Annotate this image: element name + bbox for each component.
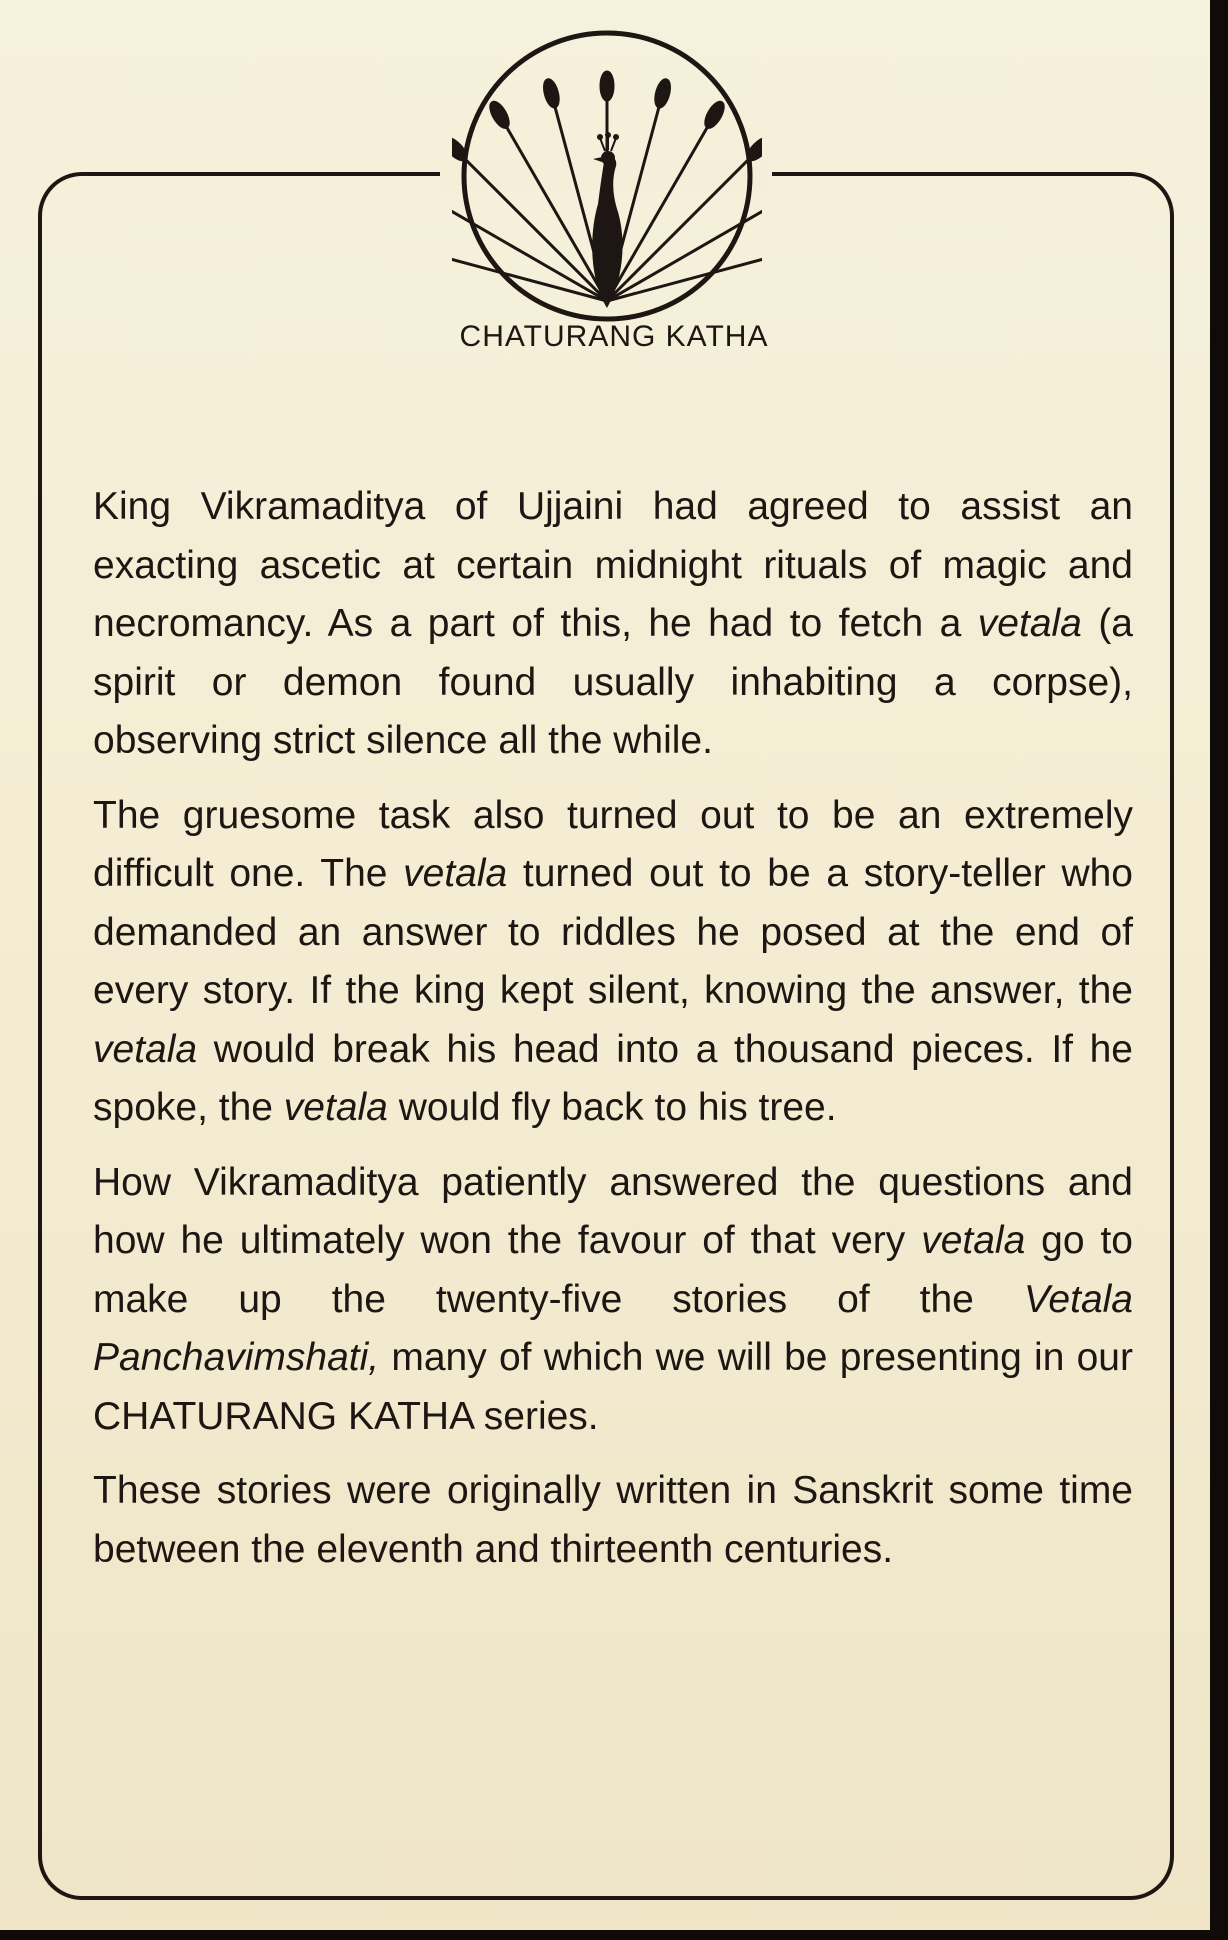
text-segment: go to make up the twenty-five stories of the — [93, 1219, 1144, 1321]
italic-term: vetala — [403, 852, 508, 895]
text-segment: would break his head into a thousand pieces. If he spoke, the — [93, 1027, 1144, 1129]
italic-term: vetala — [921, 1219, 1026, 1262]
text-segment: These stories were originally written in Sanskrit some time between the eleventh and thirteenth centuries. — [93, 1469, 1144, 1571]
italic-term: vetala — [93, 1027, 198, 1071]
plume-eye — [601, 72, 613, 100]
body-text — [93, 478, 1144, 1595]
plume-eye — [702, 100, 726, 130]
paragraph — [93, 1154, 1144, 1447]
plume-stem — [607, 189, 762, 302]
peacock-logo-icon — [452, 26, 762, 326]
text-segment: turned out to be a story-teller who demanded an answer to riddles he posed at the end of every story. If the king kept silent, knowing the answer, the — [93, 852, 1144, 1012]
italic-term: vetala — [283, 1086, 388, 1129]
text-segment: How Vikramaditya patiently answered the questions and how he ultimately won the favour of that very — [93, 1160, 1144, 1262]
plume-eye — [487, 100, 511, 130]
plume-eye — [542, 78, 561, 108]
text-segment: The gruesome task also turned out to be an extremely difficult one. The — [93, 793, 1144, 895]
paragraph — [93, 478, 1144, 771]
brand-title: CHATURANG KATHA — [459, 320, 769, 353]
paragraph — [93, 787, 1144, 1138]
scan-edge-right — [1210, 0, 1228, 1940]
plume-stem — [452, 243, 607, 301]
plume-eye — [653, 78, 672, 108]
text-segment: King Vikramaditya of Ujjaini had agreed to assist an exacting ascetic at certain midnight rituals of magic and necromancy. As a part of this, he had to fetch a — [93, 485, 1144, 645]
italic-term: Vetala Panchavimshati, — [93, 1277, 1144, 1379]
italic-term: vetala — [977, 602, 1082, 645]
plume-stem — [452, 189, 607, 302]
plume-stem — [607, 243, 762, 301]
text-segment: would fly back to his tree. — [387, 1086, 837, 1129]
paragraph — [93, 1462, 1144, 1579]
text-segment: (a spirit or demon found usually inhabiting a corpse), observing strict silence all the while. — [93, 602, 1144, 762]
scan-edge-bottom — [0, 1930, 1228, 1940]
text-segment: many of which we will be presenting in our CHATURANG KATHA series. — [93, 1336, 1144, 1438]
